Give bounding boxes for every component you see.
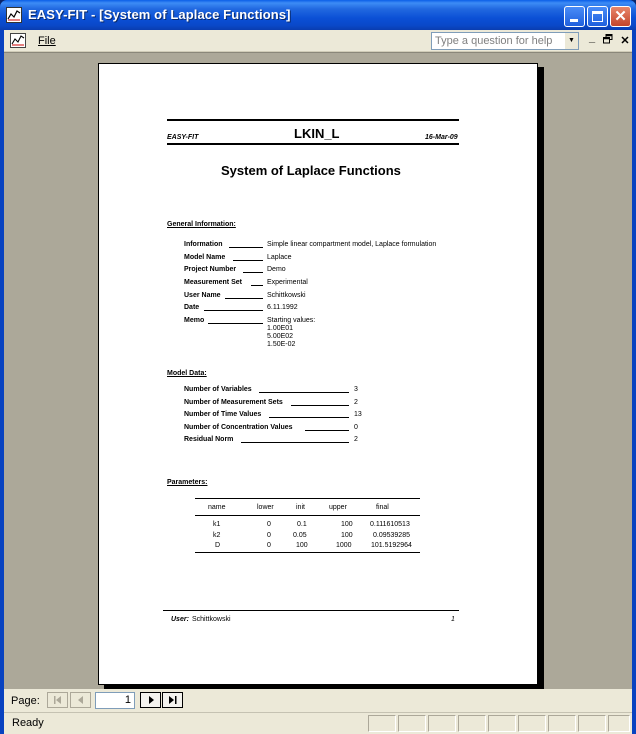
general-label: Measurement Set xyxy=(184,279,242,286)
minimize-icon xyxy=(570,19,578,22)
leader-line xyxy=(225,298,263,299)
cell-lower: 0 xyxy=(267,532,271,539)
header-model-code: LKIN_L xyxy=(294,126,340,141)
leader-line xyxy=(251,285,263,286)
memo-line: 1.00E01 xyxy=(267,325,294,332)
status-bar xyxy=(4,712,632,734)
page-navigation-bar xyxy=(4,689,632,712)
maximize-button[interactable] xyxy=(587,6,608,27)
status-pane xyxy=(578,715,606,732)
page-number-input[interactable]: 1 xyxy=(95,692,135,709)
title-bar xyxy=(0,0,636,30)
parameters-heading: Parameters: xyxy=(167,479,208,486)
cell-final: 0.09539285 xyxy=(373,532,410,539)
model-value: 3 xyxy=(354,386,358,393)
minimize-button[interactable] xyxy=(564,6,585,27)
report-title: System of Laplace Functions xyxy=(221,163,401,178)
status-pane xyxy=(368,715,396,732)
next-page-icon xyxy=(147,696,155,704)
general-label: Project Number xyxy=(184,266,237,273)
footer-user: Schittkowski xyxy=(192,616,231,623)
leader-line xyxy=(259,392,349,393)
col-header-init: init xyxy=(296,504,305,511)
last-page-icon xyxy=(168,696,178,704)
cell-upper: 1000 xyxy=(336,542,352,549)
cell-name: D xyxy=(215,542,221,549)
cell-lower: 0 xyxy=(267,542,271,549)
mdi-restore-button[interactable] xyxy=(601,34,615,47)
help-placeholder: Type a question for help xyxy=(435,35,553,47)
previous-page-button[interactable] xyxy=(70,692,91,708)
page-label: Page: xyxy=(11,695,40,707)
leader-line xyxy=(291,405,349,406)
window-frame-right xyxy=(632,30,636,734)
status-pane xyxy=(488,715,516,732)
print-preview-area xyxy=(4,52,632,689)
first-page-icon xyxy=(53,696,63,704)
document-icon[interactable] xyxy=(10,33,26,48)
cell-final: 101.5192964 xyxy=(371,542,412,549)
menu-file[interactable]: File xyxy=(38,35,56,47)
cell-final: 0.111610513 xyxy=(370,521,410,528)
col-header-upper: upper xyxy=(329,504,347,511)
memo-line: 1.50E-02 xyxy=(267,341,296,348)
general-label: Memo xyxy=(184,317,205,324)
mdi-minimize-button[interactable]: _ xyxy=(588,32,596,44)
cell-name: k1 xyxy=(213,521,221,528)
cell-upper: 100 xyxy=(341,532,353,539)
model-label: Number of Time Values xyxy=(184,411,262,418)
close-button[interactable] xyxy=(610,6,631,27)
memo-line: 5.00E02 xyxy=(267,333,294,340)
general-label: Date xyxy=(184,304,200,311)
model-value: 0 xyxy=(354,424,358,431)
model-label: Number of Variables xyxy=(184,386,252,393)
table-rule-top xyxy=(195,498,420,499)
general-value: Laplace xyxy=(267,254,292,261)
col-header-name: name xyxy=(208,504,226,511)
general-value: Starting values: xyxy=(267,317,316,324)
first-page-button[interactable] xyxy=(47,692,68,708)
table-rule-bottom xyxy=(195,552,420,553)
model-label: Number of Concentration Values xyxy=(184,424,293,431)
status-pane xyxy=(518,715,546,732)
app-icon[interactable] xyxy=(6,7,22,23)
header-date: 16-Mar-09 xyxy=(425,134,458,141)
footer-page-number: 1 xyxy=(451,616,455,623)
model-value: 2 xyxy=(354,399,358,406)
model-value: 13 xyxy=(354,411,362,418)
model-label: Number of Measurement Sets xyxy=(184,399,283,406)
leader-line xyxy=(208,323,263,324)
cell-name: k2 xyxy=(213,532,221,539)
previous-page-icon xyxy=(77,696,85,704)
leader-line xyxy=(241,442,349,443)
footer-user-label: User: xyxy=(171,616,189,623)
general-value: Demo xyxy=(267,266,286,273)
chevron-down-icon[interactable]: ▼ xyxy=(565,33,578,49)
general-label: User Name xyxy=(184,292,221,299)
next-page-button[interactable] xyxy=(140,692,161,708)
general-info-heading: General Information: xyxy=(167,221,236,228)
cell-init: 0.1 xyxy=(297,521,307,528)
window-title: EASY-FIT - [System of Laplace Functions] xyxy=(28,7,291,22)
header-app-name: EASY-FIT xyxy=(167,134,199,141)
status-pane xyxy=(428,715,456,732)
col-header-final: final xyxy=(376,504,389,511)
general-label: Model Name xyxy=(184,254,226,261)
model-value: 2 xyxy=(354,436,358,443)
mdi-close-button[interactable]: ✕ xyxy=(620,35,630,47)
general-value: 6.11.1992 xyxy=(267,304,298,311)
status-pane xyxy=(548,715,576,732)
header-rule-bottom xyxy=(167,143,459,145)
col-header-lower: lower xyxy=(257,504,274,511)
cell-init: 0.05 xyxy=(293,532,307,539)
general-value: Schittkowski xyxy=(267,292,306,299)
menu-bar xyxy=(4,30,632,52)
general-value: Simple linear compartment model, Laplace formulation xyxy=(267,241,437,248)
restore-icon xyxy=(603,34,613,44)
leader-line xyxy=(269,417,349,418)
last-page-button[interactable] xyxy=(162,692,183,708)
resize-grip[interactable] xyxy=(608,715,630,732)
leader-line xyxy=(305,430,349,431)
model-label: Residual Norm xyxy=(184,436,234,443)
leader-line xyxy=(233,260,263,261)
close-icon: ✕ xyxy=(614,8,627,25)
leader-line xyxy=(204,310,263,311)
status-text: Ready xyxy=(12,717,44,729)
leader-line xyxy=(229,247,263,248)
help-search-input[interactable] xyxy=(431,32,579,50)
status-pane xyxy=(458,715,486,732)
model-data-heading: Model Data: xyxy=(167,370,207,377)
cell-lower: 0 xyxy=(267,521,271,528)
general-value: Experimental xyxy=(267,279,308,286)
cell-upper: 100 xyxy=(341,521,353,528)
header-rule-top xyxy=(167,119,459,121)
cell-init: 100 xyxy=(296,542,308,549)
leader-line xyxy=(243,272,263,273)
status-pane xyxy=(398,715,426,732)
general-label: Information xyxy=(184,241,223,248)
footer-rule xyxy=(163,610,459,611)
table-rule-header xyxy=(195,515,420,516)
maximize-icon xyxy=(592,11,603,22)
report-page xyxy=(98,63,538,685)
